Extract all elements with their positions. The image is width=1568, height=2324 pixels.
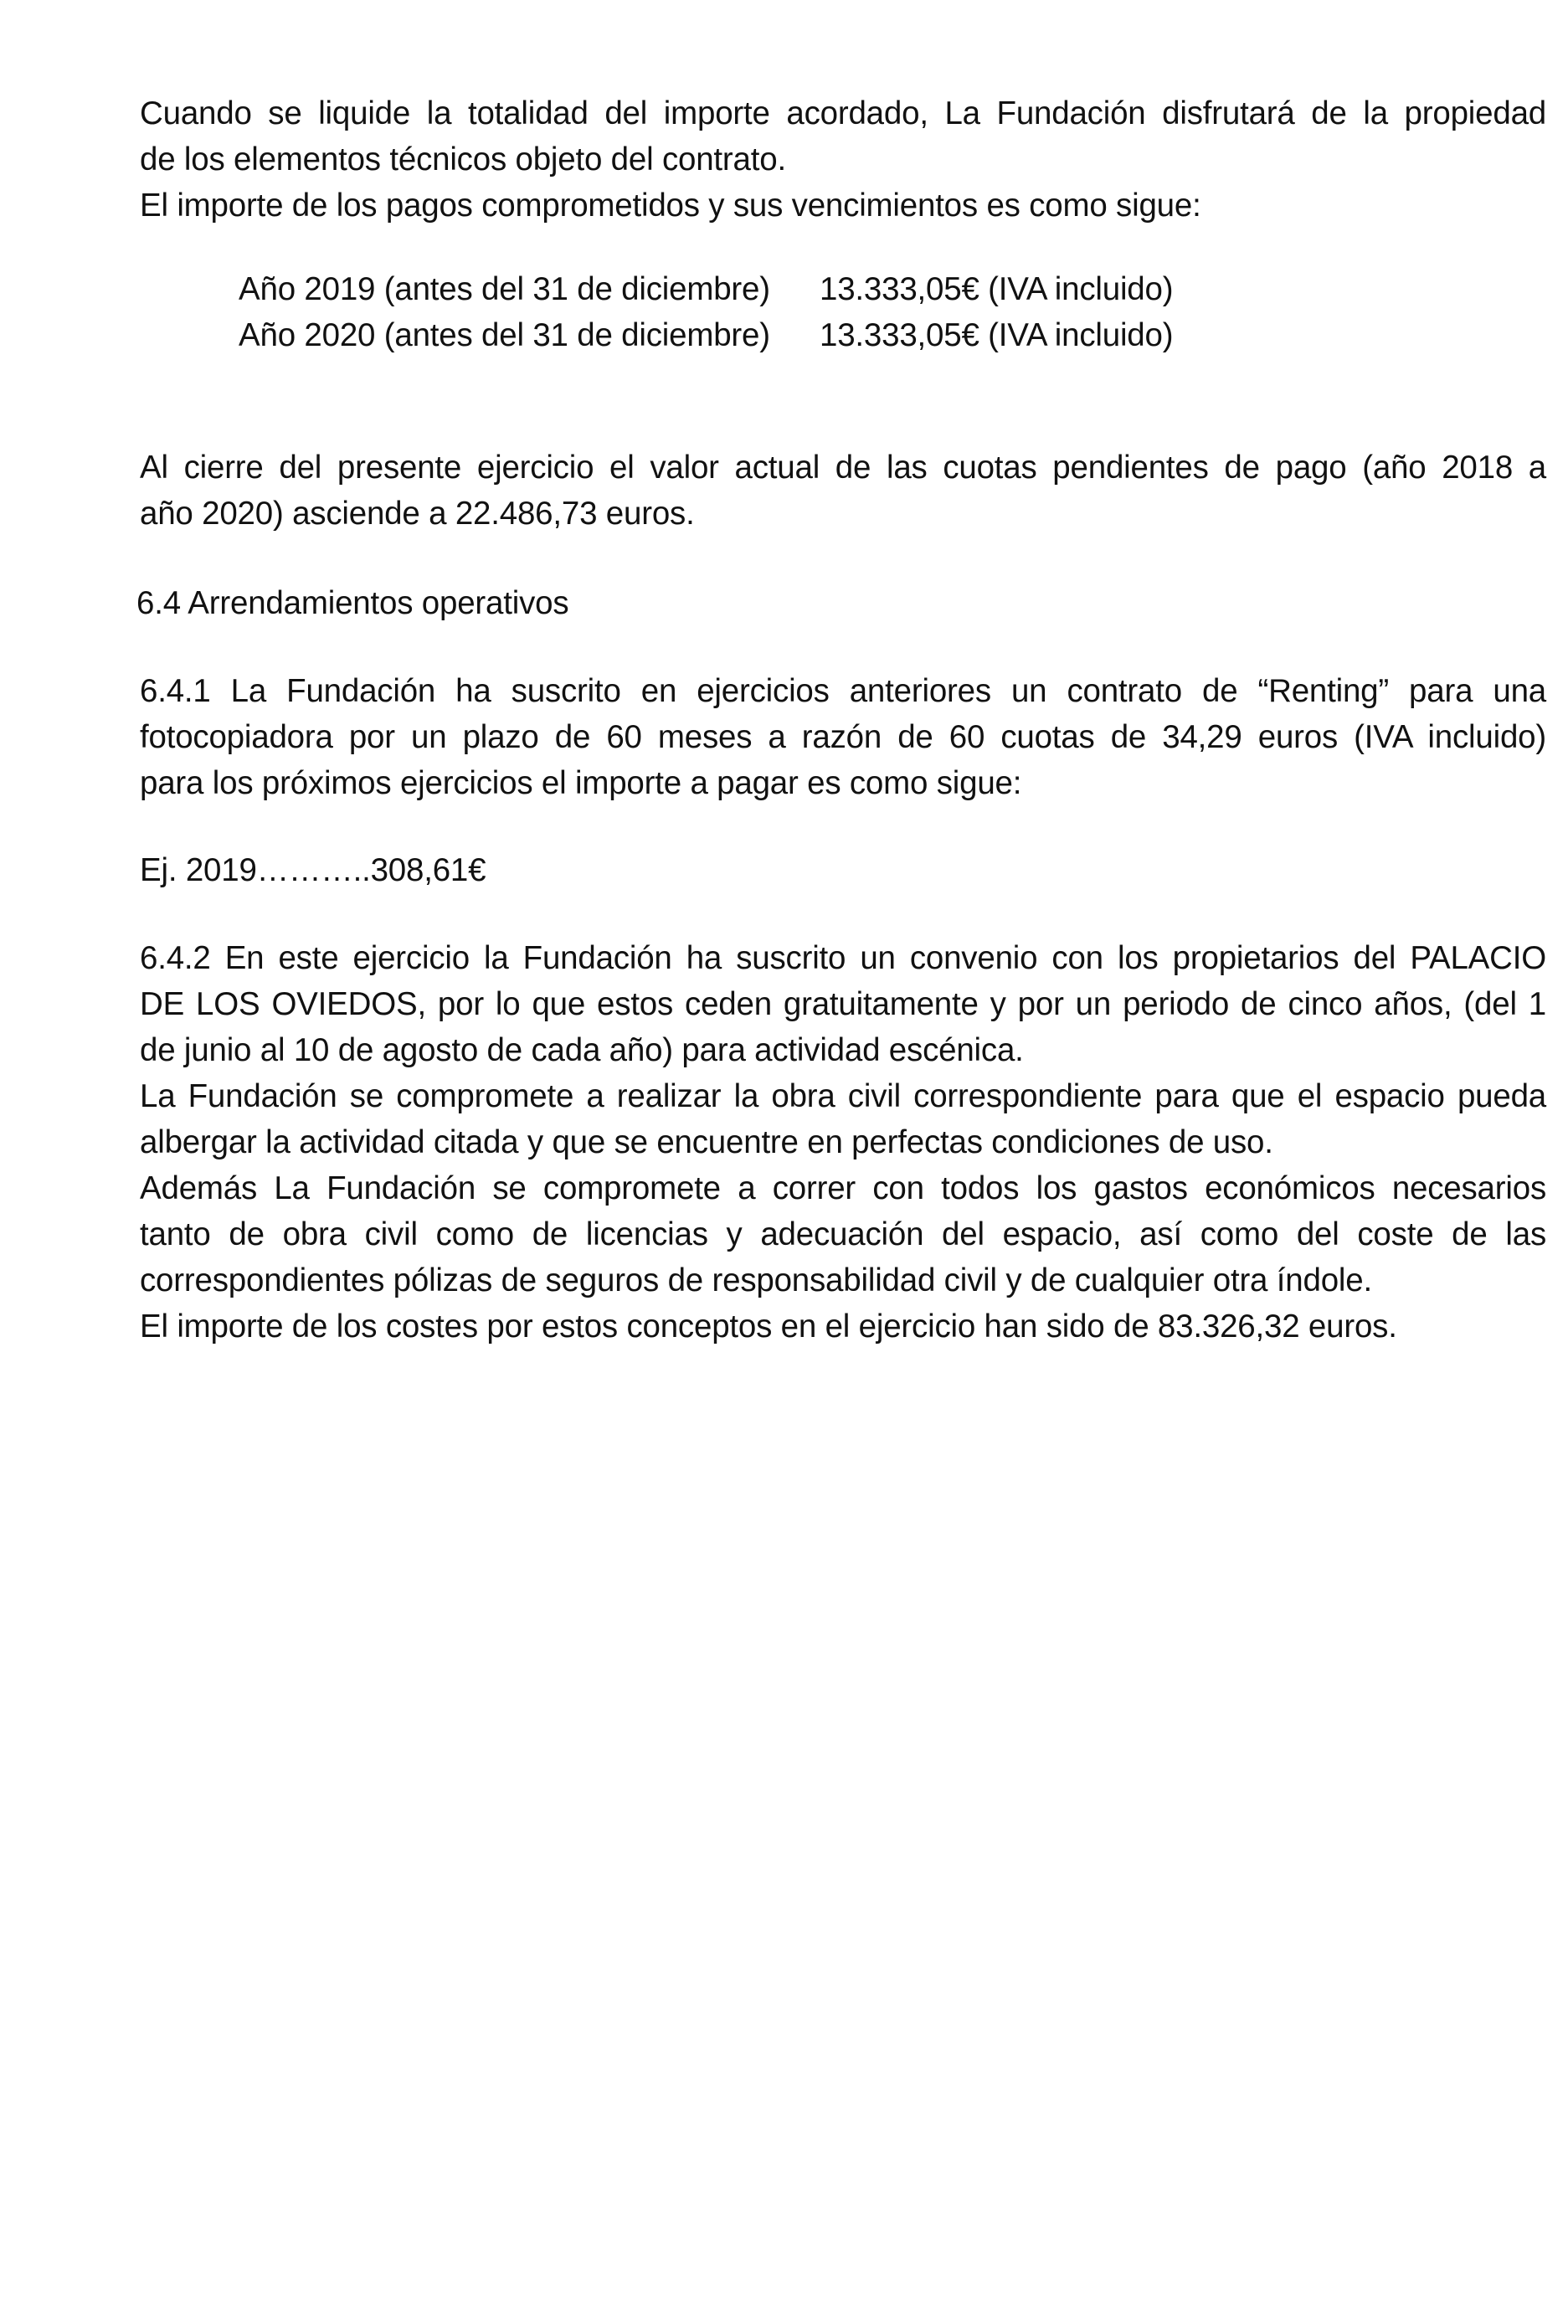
convenio-line-8: correspondientes pólizas de seguros de responsabilidad civil y de cualquier otra índole. <box>140 1262 1372 1298</box>
intro-line-3: El importe de los pagos comprometidos y sus vencimientos es como sigue: <box>140 188 1201 224</box>
section-heading: 6.4 Arrendamientos operativos <box>136 585 569 621</box>
intro-paragraph <box>140 90 1546 136</box>
intro-line-1: Cuando se liquide la totalidad del importe acordado, La Fundación disfrutará de la propiedad <box>140 95 1546 131</box>
closing-line-2: año 2020) asciende a 22.486,73 euros. <box>140 496 695 532</box>
intro-line-2: de los elementos técnicos objeto del contrato. <box>140 141 786 177</box>
convenio-line-7: tanto de obra civil como de licencias y adecuación del espacio, así como del coste de las <box>140 1216 1546 1252</box>
renting-paragraph-cont <box>140 760 1546 806</box>
payment-term: Año 2019 (antes del 31 de diciembre) <box>239 271 770 307</box>
convenio-line-9: El importe de los costes por estos conceptos en el ejercicio han sido de 83.326,32 euros. <box>140 1309 1397 1345</box>
payment-term: Año 2020 (antes del 31 de diciembre) <box>239 317 770 353</box>
convenio-paragraph <box>140 935 1546 1027</box>
convenio-line-1: 6.4.2 En este ejercicio la Fundación ha suscrito un convenio con los propietarios del PALACIO <box>140 940 1546 976</box>
renting-line-2: fotocopiadora por un plazo de 60 meses a razón de 60 cuotas de 34,29 euros (IVA incluido) <box>140 719 1546 755</box>
payment-amount: 13.333,05€ (IVA incluido) <box>820 317 1174 353</box>
convenio-line-3: de junio al 10 de agosto de cada año) para actividad escénica. <box>140 1032 1024 1068</box>
convenio-line-5: albergar la actividad citada y que se encuentre en perfectas condiciones de uso. <box>140 1124 1273 1160</box>
convenio-expenses <box>140 1165 1546 1257</box>
renting-line-3: para los próximos ejercicios el importe a pagar es como sigue: <box>140 765 1022 801</box>
convenio-line-6: Además La Fundación se compromete a correr con todos los gastos económicos necesarios <box>140 1170 1546 1206</box>
convenio-commitment <box>140 1073 1546 1119</box>
intro-paragraph-cont <box>140 136 1546 229</box>
renting-line-1: 6.4.1 La Fundación ha suscrito en ejercicios anteriores un contrato de “Renting” para una <box>140 673 1546 709</box>
payment-row <box>239 312 1173 358</box>
closing-paragraph <box>140 445 1546 491</box>
payment-amount: 13.333,05€ (IVA incluido) <box>820 271 1174 307</box>
payment-row <box>239 266 1173 312</box>
convenio-line-4: La Fundación se compromete a realizar la obra civil correspondiente para que el espacio pueda <box>140 1078 1546 1114</box>
renting-amount: Ej. 2019………..308,61€ <box>140 852 486 888</box>
convenio-commitment-cont <box>140 1119 1546 1165</box>
convenio-paragraph-cont <box>140 1027 1546 1073</box>
convenio-expenses-cont <box>140 1257 1546 1350</box>
convenio-line-2: DE LOS OVIEDOS, por lo que estos ceden gratuitamente y por un periodo de cinco años, (del 1 <box>140 986 1546 1022</box>
closing-paragraph-cont <box>140 491 1546 537</box>
closing-line-1: Al cierre del presente ejercicio el valor actual de las cuotas pendientes de pago (año 2018 a <box>140 450 1546 486</box>
renting-paragraph <box>140 668 1546 760</box>
